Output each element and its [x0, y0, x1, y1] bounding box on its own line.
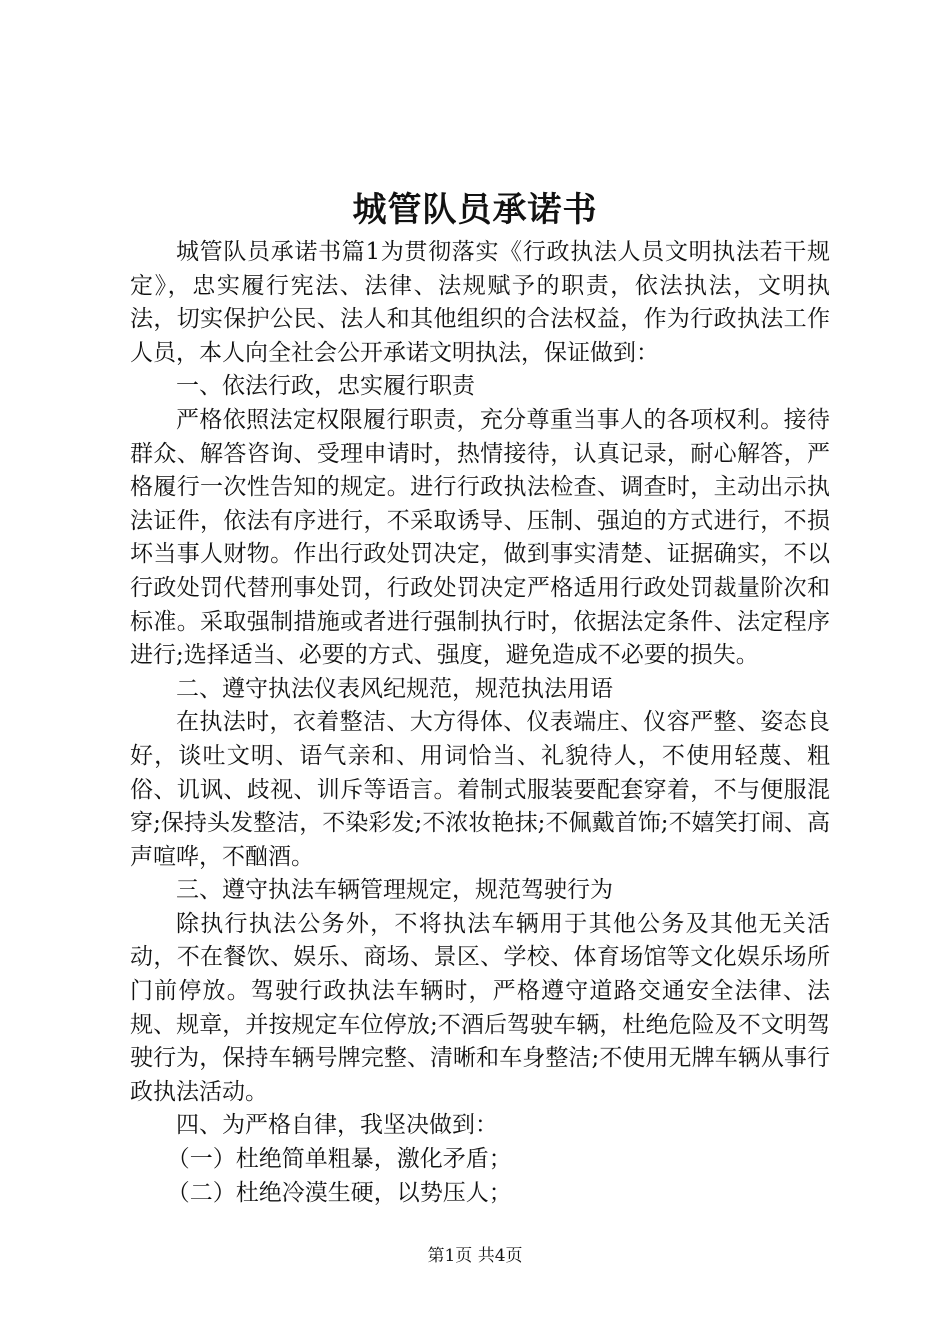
- section-paragraph-1: 严格依照法定权限履行职责，充分尊重当事人的各项权利。接待群众、解答咨询、受理申请时，热情接待，认真记录，耐心解答，严格履行一次性告知的规定。进行行政执法检查、调查时，主动出示执法证件，依法有序进行，不采取诱导、压制、强迫的方式进行，不损坏当事人财物。作出行政处罚决定，做到事实清楚、证据确实，不以行政处罚代替刑事处罚，行政处罚决定严格适用行政处罚裁量阶次和标准。采取强制措施或者进行强制执行时，依据法定条件、法定程序进行;选择适当、必要的方式、强度，避免造成不必要的损失。: [130, 406, 830, 669]
- section-heading-1: 一、依法行政，忠实履行职责: [176, 373, 475, 400]
- section-heading-4: 四、为严格自律，我坚决做到：: [176, 1112, 498, 1139]
- section-paragraph-3: 除执行执法公务外，不将执法车辆用于其他公务及其他无关活动，不在餐饮、娱乐、商场、景区、学校、体育场馆等文化娱乐场所门前停放。驾驶行政执法车辆时，严格遵守道路交通安全法律、法规、规章，并按规定车位停放;不酒后驾驶车辆，杜绝危险及不文明驾驶行为，保持车辆号牌完整、清晰和车身整洁;不使用无牌车辆从事行政执法活动。: [130, 910, 830, 1105]
- list-item-2: （二）杜绝冷漠生硬，以势压人；: [166, 1179, 512, 1206]
- section-heading-2: 二、遵守执法仪表风纪规范，规范执法用语: [176, 675, 613, 702]
- document-title: 城管队员承诺书: [352, 190, 598, 230]
- section-paragraph-2: 在执法时，衣着整洁、大方得体、仪表端庄、仪容严整、姿态良好，谈吐文明、语气亲和、用词恰当、礼貌待人，不使用轻蔑、粗俗、讥讽、歧视、训斥等语言。着制式服装要配套穿着，不与便服混穿;保持头发整洁，不染彩发;不浓妆艳抹;不佩戴首饰;不嬉笑打闹、高声喧哗，不酗酒。: [130, 709, 830, 870]
- document-body: [130, 236, 830, 1210]
- intro-paragraph: 城管队员承诺书篇1为贯彻落实《行政执法人员文明执法若干规定》，忠实履行宪法、法律、法规赋予的职责，依法执法，文明执法，切实保护公民、法人和其他组织的合法权益，作为行政执法工作人员，本人向全社会公开承诺文明执法，保证做到：: [130, 239, 830, 366]
- page-footer: 第1页 共4页: [427, 1246, 523, 1266]
- list-item-1: （一）杜绝简单粗暴，激化矛盾；: [166, 1146, 512, 1173]
- section-heading-3: 三、遵守执法车辆管理规定，规范驾驶行为: [176, 877, 613, 904]
